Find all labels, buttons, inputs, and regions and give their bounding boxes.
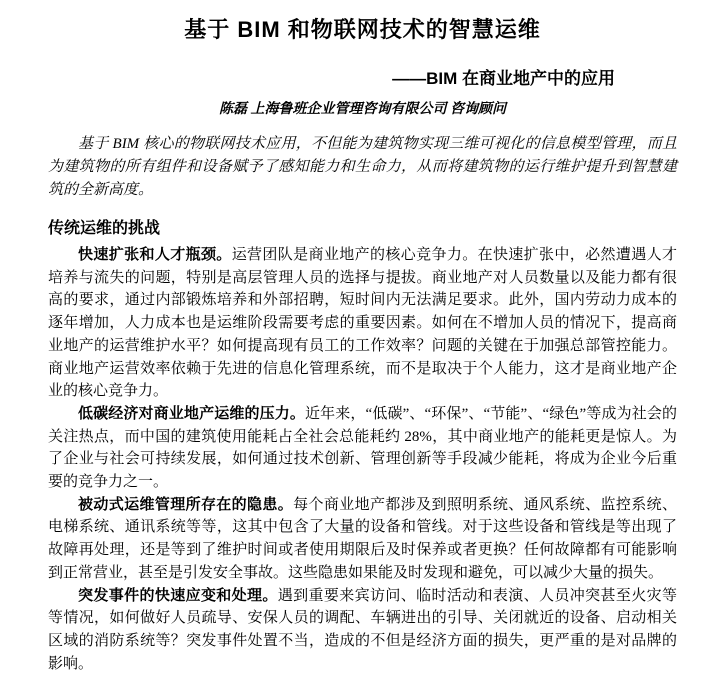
paragraph-lead-low-carbon: 低碳经济对商业地产运维的压力。 — [78, 404, 305, 422]
paragraph-text-passive-maintenance: 每个商业地产都涉及到照明系统、通风系统、监控系统、电梯系统、通讯系统等等，这其中包含了大量的设备和管线。对于这些设备和管线是等出现了故障再处理，还是等到了维护时间或者使用期限后及时保养或者更换？任何故障都有可能影响到正常营业，甚至是引发安全事故。这些隐患如果能及时发现和避免，可以减少大量的损失。 — [48, 496, 677, 581]
paragraph-emergency-response — [48, 585, 677, 675]
paragraph-lead-passive-maintenance: 被动式运维管理所存在的隐患。 — [78, 495, 294, 513]
paragraph-text-rapid-expansion: 运营团队是商业地产的核心竞争力。在快速扩张中，必然遭遇人才培养与流失的问题，特别是高层管理人员的选择与提拔。商业地产对人员数量以及能力都有很高的要求，通过内部锻炼培养和外部招聘，短时间内无法满足要求。此外，国内劳动力成本的逐年增加，人力成本也是运维阶段需要考虑的重要因素。如何在不增加人员的情况下，提高商业地产的运营维护水平？如何提高现有员工的工作效率？问题的关键在于加强总部管控能力。商业地产运营效率依赖于先进的信息化管理系统，而不是取决于个人能力，这才是商业地产企业的核心竞争力。 — [48, 247, 677, 400]
section-heading: 传统运维的挑战 — [48, 220, 161, 237]
paragraph-rapid-expansion — [48, 244, 677, 403]
paragraph-lead-rapid-expansion: 快速扩张和人才瓶颈。 — [78, 246, 232, 263]
author-line: 陈磊 上海鲁班企业管理咨询有限公司 咨询顾问 — [219, 102, 506, 117]
document-subtitle: ——BIM 在商业地产中的应用 — [392, 69, 615, 88]
document-title: 基于 BIM 和物联网技术的智慧运维 — [184, 17, 541, 42]
paragraph-passive-maintenance — [48, 494, 677, 585]
paragraph-low-carbon — [48, 403, 677, 494]
paragraph-lead-emergency-response: 突发事件的快速应变和处理。 — [78, 586, 278, 604]
paragraph-text-low-carbon: 近年来，“低碳”、“环保”、“节能”、“绿色”等成为社会的关注热点，而中国的建筑使用能耗占全社会总能耗约 28%，其中商业地产的能耗更是惊人。为了企业与社会可持续发展，如何通过技术创新、管理创新等手段减少能耗，将成为企业今后重要的竞争力之一。 — [48, 405, 677, 491]
abstract-paragraph: 基于 BIM 核心的物联网技术应用，不但能为建筑物实现三维可视化的信息模型管理，而且为建筑物的所有组件和设备赋予了感知能力和生命力，从而将建筑物的运行维护提升到智慧建筑的全新高度。 — [48, 136, 677, 198]
paragraph-text-emergency-response: 遇到重要来宾访问、临时活动和表演、人员冲突甚至火灾等等情况，如何做好人员疏导、安保人员的调配、车辆进出的引导、关闭就近的设备、启动相关区域的消防系统等？突发事件处置不当，造成的不但是经济方面的损失，更严重的是对品牌的影响。 — [48, 587, 677, 672]
